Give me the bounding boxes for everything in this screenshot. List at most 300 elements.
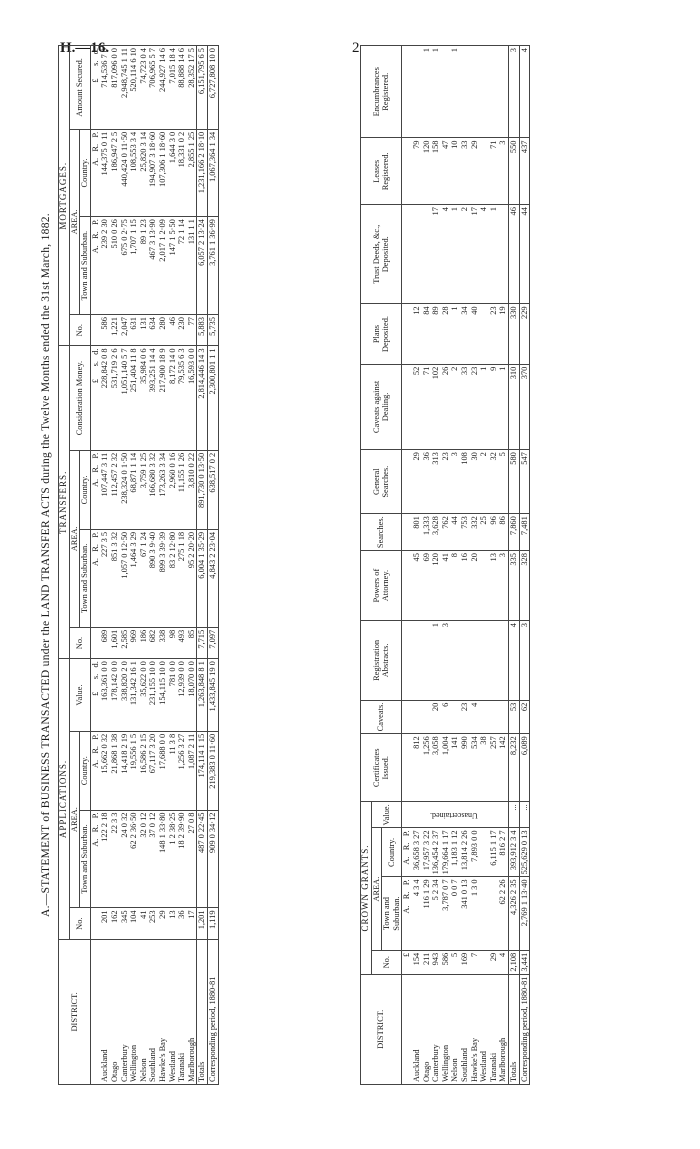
crown-total-cell: ... — [508, 802, 519, 828]
cell-mo-no: 46 — [168, 315, 178, 346]
crown-table-row — [441, 46, 451, 1085]
unascertained-text: Unascertained. — [429, 810, 478, 820]
crown-area-header: AREA. — [371, 828, 382, 950]
cell-tr-town: 227 3 5 — [100, 529, 110, 627]
crown-cell-caveats — [479, 700, 489, 734]
crown-table-row — [431, 46, 441, 1085]
crown-cell-cav-dealing: 26 — [441, 364, 451, 449]
crown-cell-reg-abs — [470, 621, 480, 701]
cell-app-value: 231,155 10 0 — [148, 659, 158, 732]
crown-cell-reg-abs — [412, 621, 422, 701]
crown-cell-no: 169 — [460, 950, 470, 974]
crown-cell-country — [479, 828, 489, 877]
crown-total-cell: 2,108 — [508, 950, 519, 974]
table-row — [158, 46, 168, 1085]
crown-corresponding-label: Corresponding period, 1880-81 — [519, 974, 530, 1084]
crown-cell-plans: 40 — [470, 304, 480, 364]
cell-mo-amount: 28,352 17 5 — [187, 46, 197, 130]
encumbrances-header: Encumbrances Registered. — [361, 46, 402, 139]
cell-mo-no: 77 — [187, 315, 197, 346]
crown-cell-no: 4 — [498, 950, 508, 974]
cell-tr-money: 228,842 0 8 — [100, 346, 110, 450]
crown-cell-reg-abs — [498, 621, 508, 701]
crown-cell-encumbrances — [470, 46, 480, 139]
crown-cell-country: 17,957 3 22 — [422, 828, 432, 877]
crown-cell-town: 0 0 7 — [450, 877, 460, 950]
cell-tr-country: 11,155 1 26 — [177, 450, 187, 529]
cell-mo-country: 108,553 3 4 — [129, 129, 139, 216]
cell-tr-town: 1,057 0 12·50 — [120, 529, 130, 627]
crown-corresponding-cell: 44 — [519, 205, 530, 304]
mo-area-header: AREA. — [69, 129, 80, 314]
table-row — [110, 46, 120, 1085]
cell-tr-country: 173,263 3 34 — [158, 450, 168, 529]
cell-app-value: 338,820 2 0 — [120, 659, 130, 732]
crown-corresponding-cell: 62 — [519, 700, 530, 734]
district-name: Auckland — [100, 939, 110, 1084]
crown-unit-empty — [402, 138, 412, 205]
crown-corresponding-cell: ... — [519, 802, 530, 828]
crown-district-header: DISTRICT. — [361, 974, 402, 1084]
crown-cell-encumbrances — [441, 46, 451, 139]
cell-app-no: 13 — [168, 908, 178, 939]
cell-tr-country: 107,447 3 11 — [100, 450, 110, 529]
crown-cell-leases: 158 — [431, 138, 441, 205]
crown-total-cell: 310 — [508, 364, 519, 449]
crown-table-row — [498, 46, 508, 1085]
cell-mo-no: 280 — [158, 315, 168, 346]
crown-unit-empty — [402, 450, 412, 514]
crown-corresponding-cell: 3 — [519, 621, 530, 701]
crown-cell-cav-dealing: 33 — [460, 364, 470, 449]
crown-cell-caveats: 6 — [441, 700, 451, 734]
cell-app-value: 18,070 0 0 — [187, 659, 197, 732]
units-row — [90, 46, 100, 1085]
cell-mo-town: 239 2 30 — [100, 217, 110, 315]
corresponding-cell: 1,433,845 19 0 — [207, 659, 218, 732]
cell-tr-no: 85 — [187, 627, 197, 658]
crown-cell-trust — [498, 205, 508, 304]
crown-cell-reg-abs — [422, 621, 432, 701]
corresponding-cell: 219,383 0 11·60 — [207, 731, 218, 810]
district-name: Hawke's Bay — [158, 939, 168, 1084]
crown-cell-no: 29 — [489, 950, 499, 974]
cell-tr-town: 95 2 20·20 — [187, 529, 197, 627]
crown-cell-leases: 3 — [498, 138, 508, 205]
cell-app-country: 1,087 2 11 — [187, 731, 197, 810]
crown-cell-cav-dealing: 9 — [489, 364, 499, 449]
crown-cell-certs: 3,058 — [431, 734, 441, 802]
crown-cell-powers: 8 — [450, 551, 460, 621]
crown-cell-caveats — [422, 700, 432, 734]
reg-abs-header: Registration Abstracts. — [361, 621, 402, 701]
crown-unit-empty — [402, 514, 412, 551]
crown-cell-leases: 10 — [450, 138, 460, 205]
crown-cell-reg-abs — [450, 621, 460, 701]
crown-cell-town: 4 3 4 — [412, 877, 422, 950]
cell-tr-money: 251,404 11 8 — [129, 346, 139, 450]
crown-cell-country: 7,893 0 0 — [470, 828, 480, 877]
cell-mo-town: 89 1 23 — [139, 217, 149, 315]
app-value-header: Value. — [69, 659, 90, 732]
crown-cell-caveats: 23 — [460, 700, 470, 734]
table-row — [177, 46, 187, 1085]
crown-cell-powers: 69 — [422, 551, 432, 621]
cell-mo-town: 1,707 1 15 — [129, 217, 139, 315]
crown-cell-certs: 142 — [498, 734, 508, 802]
crown-cell-encumbrances — [489, 46, 499, 139]
crown-cell-certs: 990 — [460, 734, 470, 802]
cell-app-value: 781 0 0 — [168, 659, 178, 732]
crown-cell-plans: 34 — [460, 304, 470, 364]
total-cell: 6,151,795 6 5 — [197, 46, 208, 130]
crown-district-name: Otago — [422, 974, 432, 1084]
crown-cell-searches: 762 — [441, 514, 451, 551]
total-cell: 1,201 — [197, 908, 208, 939]
crown-total-cell: 580 — [508, 450, 519, 514]
crown-cell-country: 6,115 1 17 — [489, 828, 499, 877]
cell-app-no: 253 — [148, 908, 158, 939]
crown-table-row — [422, 46, 432, 1085]
cell-mo-amount: 714,536 7 0 — [100, 46, 110, 130]
crown-cell-country: 136,454 2 37 — [431, 828, 441, 877]
cell-mo-country: 107,306 1 18·60 — [158, 129, 168, 216]
crown-cell-leases: 47 — [441, 138, 451, 205]
crown-cell-town: 3,787 0 7 — [441, 877, 451, 950]
crown-cell-leases: 120 — [422, 138, 432, 205]
crown-cell-reg-abs — [479, 621, 489, 701]
cell-tr-money: 531,719 2 6 — [110, 346, 120, 450]
cell-mo-country: 18,331 0 2 — [177, 129, 187, 216]
mo-country-header: Country. — [80, 129, 91, 216]
cell-mo-town: 675 0 2·75 — [120, 217, 130, 315]
crown-cell-certs: 534 — [470, 734, 480, 802]
crown-total-cell: 550 — [508, 138, 519, 205]
crown-cell-encumbrances — [479, 46, 489, 139]
cell-app-value: 35,622 0 0 — [139, 659, 149, 732]
crown-cell-searches: 44 — [450, 514, 460, 551]
crown-table-row — [470, 46, 480, 1085]
table-row — [139, 46, 149, 1085]
app-no-header: No. — [69, 908, 90, 939]
mo-town-header: Town and Suburban. — [80, 217, 91, 315]
certs-header: Certificates Issued. — [361, 734, 402, 802]
crown-total-cell: 46 — [508, 205, 519, 304]
crown-cell-gen-searches: 23 — [441, 450, 451, 514]
crown-cell-cav-dealing: 71 — [422, 364, 432, 449]
cell-app-no: 345 — [120, 908, 130, 939]
cell-tr-country: 3,810 0 22 — [187, 450, 197, 529]
cell-mo-town: 72 1 14 — [177, 217, 187, 315]
unit-cell: A. R. P. — [90, 450, 100, 529]
crown-cell-trust: 1 — [450, 205, 460, 304]
cell-app-town: 22 3 3 — [110, 810, 120, 908]
unit-cell: £ s. d. — [90, 346, 100, 450]
crown-cell-cav-dealing: 1 — [498, 364, 508, 449]
mo-no-header: No. — [69, 315, 90, 346]
crown-cell-reg-abs — [460, 621, 470, 701]
district-name: Marlborough — [187, 939, 197, 1084]
crown-cell-plans: 84 — [422, 304, 432, 364]
cell-mo-country: 144,375 0 11 — [100, 129, 110, 216]
crown-cell-town: 116 1 29 — [422, 877, 432, 950]
cell-tr-town: 890 3 9·40 — [148, 529, 158, 627]
cell-mo-no: 1,221 — [110, 315, 120, 346]
crown-table-row — [450, 46, 460, 1085]
crown-corresponding-cell: 525,629 0 13 — [519, 828, 530, 877]
crown-cell-plans: 1 — [450, 304, 460, 364]
crown-cell-plans: 12 — [412, 304, 422, 364]
crown-corresponding-cell: 547 — [519, 450, 530, 514]
tr-area-header: AREA. — [69, 450, 80, 627]
crown-district-name: Marlborough — [498, 974, 508, 1084]
crown-cell-gen-searches: 29 — [412, 450, 422, 514]
trust-header: Trust Deeds, &c., Deposited. — [361, 205, 402, 304]
page-ref: H.—16. — [60, 40, 110, 56]
cell-mo-country: 2,855 1 25 — [187, 129, 197, 216]
crown-corresponding-cell: 6,089 — [519, 734, 530, 802]
cell-app-town: 18 2 39·90 — [177, 810, 187, 908]
crown-cell-trust: 1 — [489, 205, 499, 304]
crown-cell-leases: 71 — [489, 138, 499, 205]
transfers-header: TRANSFERS. — [59, 346, 70, 659]
rotated-statement — [40, 45, 670, 1085]
cell-mo-amount: 88,888 14 6 — [177, 46, 187, 130]
crown-cell-trust — [422, 205, 432, 304]
crown-cell-plans: 28 — [441, 304, 451, 364]
crown-total-cell: 8,232 — [508, 734, 519, 802]
crown-cell-cav-dealing: 23 — [470, 364, 480, 449]
total-cell: 6,004 1 35·29 — [197, 529, 208, 627]
crown-cell-country: 36,658 3 27 — [412, 828, 422, 877]
crown-cell-plans — [479, 304, 489, 364]
crown-grants-header: CROWN GRANTS. — [361, 802, 372, 974]
crown-cell-certs: 257 — [489, 734, 499, 802]
unit-cell: A. R. P. — [90, 731, 100, 810]
crown-district-name: Auckland — [412, 974, 422, 1084]
crown-cell-no: 5 — [450, 950, 460, 974]
crown-corresponding-cell: 370 — [519, 364, 530, 449]
table-row — [129, 46, 139, 1085]
crown-country-header: Country. — [382, 828, 402, 877]
crown-cell-caveats — [498, 700, 508, 734]
cell-mo-amount: 74,723 0 4 — [139, 46, 149, 130]
crown-total-cell: 330 — [508, 304, 519, 364]
crown-cell-caveats: 20 — [431, 700, 441, 734]
crown-cell-encumbrances — [498, 46, 508, 139]
district-name: Canterbury — [120, 939, 130, 1084]
crown-district-name: Southland — [460, 974, 470, 1084]
crown-cell-leases: 29 — [470, 138, 480, 205]
crown-cell-plans: 19 — [498, 304, 508, 364]
unit-cell: A. R. P. — [90, 129, 100, 216]
crown-corresponding-row — [519, 46, 530, 1085]
cell-app-town: 32 0 12 — [139, 810, 149, 908]
cell-tr-money: 217,900 18 9 — [158, 346, 168, 450]
unit-cell: A. R. P. — [90, 217, 100, 315]
district-header: DISTRICT. — [59, 939, 91, 1084]
crown-cell-encumbrances: 1 — [422, 46, 432, 139]
crown-cell-powers: 16 — [460, 551, 470, 621]
crown-cell-no — [479, 950, 489, 974]
crown-cell-gen-searches: 2 — [479, 450, 489, 514]
cell-app-town: 27 0 8 — [187, 810, 197, 908]
cell-mo-country: 194,907 3 18·60 — [148, 129, 158, 216]
crown-cell-town — [489, 877, 499, 950]
cell-app-no: 41 — [139, 908, 149, 939]
cell-app-country: 14,418 2 19 — [120, 731, 130, 810]
district-name: Southland — [148, 939, 158, 1084]
crown-total-cell: 393,912 3 4 — [508, 828, 519, 877]
crown-cell-certs: 1,256 — [422, 734, 432, 802]
crown-corresponding-cell: 229 — [519, 304, 530, 364]
crown-cell-powers — [479, 551, 489, 621]
crown-cell-leases — [479, 138, 489, 205]
crown-cell-gen-searches: 3 — [450, 450, 460, 514]
cell-mo-no: 2,047 — [120, 315, 130, 346]
crown-cell-gen-searches: 5 — [498, 450, 508, 514]
cell-mo-amount: 7,015 18 4 — [168, 46, 178, 130]
crown-table-row — [489, 46, 499, 1085]
cell-tr-country: 2,960 0 16 — [168, 450, 178, 529]
crown-cell-plans: 23 — [489, 304, 499, 364]
crown-cell-trust — [412, 205, 422, 304]
crown-cell-gen-searches: 32 — [489, 450, 499, 514]
crown-cell-cav-dealing: 1 — [479, 364, 489, 449]
crown-cell-cav-dealing: 52 — [412, 364, 422, 449]
crown-cell-searches: 86 — [498, 514, 508, 551]
unascertained-cell — [402, 802, 509, 828]
crown-cell-country: 13,814 2 26 — [460, 828, 470, 877]
crown-cell-town: 62 2 26 — [498, 877, 508, 950]
crown-units-district — [402, 974, 412, 1084]
cell-app-town: 62 2 36·50 — [129, 810, 139, 908]
cell-tr-money: 16,593 0 0 — [187, 346, 197, 450]
unit-cell: £ s. d. — [90, 659, 100, 732]
corresponding-cell: 909 0 34·12 — [207, 810, 218, 908]
total-cell: 2,814,446 14 3 — [197, 346, 208, 450]
cell-app-country: 1,256 3 27 — [177, 731, 187, 810]
cell-app-town: 37 0 12 — [148, 810, 158, 908]
cell-app-country: 16,586 2 15 — [139, 731, 149, 810]
crown-district-name: Taranaki — [489, 974, 499, 1084]
leases-header: Leases Registered. — [361, 138, 402, 205]
cell-mo-town: 467 3 13·90 — [148, 217, 158, 315]
cell-mo-amount: 2,948,745 1 11 — [120, 46, 130, 130]
crown-district-name: Canterbury — [431, 974, 441, 1084]
district-name: Taranaki — [177, 939, 187, 1084]
cell-mo-amount: 520,114 6 10 — [129, 46, 139, 130]
crown-unit-town: A. R. P. — [402, 877, 412, 950]
gen-searches-header: General Searches. — [361, 450, 402, 514]
cell-mo-no: 230 — [177, 315, 187, 346]
total-cell: 5,883 — [197, 315, 208, 346]
crown-total-cell: 4,326 2 35 — [508, 877, 519, 950]
crown-cell-certs: 38 — [479, 734, 489, 802]
district-name: Nelson — [139, 939, 149, 1084]
corresponding-cell: 1,067,364 1 34 — [207, 129, 218, 216]
cell-app-value: 178,142 0 0 — [110, 659, 120, 732]
crown-cell-trust: 2 — [460, 205, 470, 304]
table-row — [100, 46, 110, 1085]
crown-cell-town: 1 3 0 — [470, 877, 480, 950]
crown-cell-powers: 13 — [489, 551, 499, 621]
crown-cell-searches: 25 — [479, 514, 489, 551]
crown-cell-caveats — [412, 700, 422, 734]
crown-cell-cav-dealing: 102 — [431, 364, 441, 449]
crown-district-name: Nelson — [450, 974, 460, 1084]
crown-cell-encumbrances — [460, 46, 470, 139]
cell-app-country: 17,688 0 0 — [158, 731, 168, 810]
crown-total-cell: 3 — [508, 46, 519, 139]
corresponding-cell: 7,097 — [207, 627, 218, 658]
crown-cell-encumbrances: 1 — [431, 46, 441, 139]
crown-table-row — [479, 46, 489, 1085]
crown-cell-country: 816 2 7 — [498, 828, 508, 877]
crown-cell-leases: 79 — [412, 138, 422, 205]
cell-tr-no: 493 — [177, 627, 187, 658]
crown-cell-powers: 3 — [498, 551, 508, 621]
cell-app-no: 162 — [110, 908, 120, 939]
crown-cell-trust: 4 — [441, 205, 451, 304]
crown-value-header: Value. — [371, 802, 402, 828]
total-cell: 174,114 1 15 — [197, 731, 208, 810]
table-row — [168, 46, 178, 1085]
mo-amount-header: Amount Secured. — [69, 46, 90, 130]
crown-corresponding-cell: 7,481 — [519, 514, 530, 551]
tr-country-header: Country. — [80, 450, 91, 529]
unit-cell: £ s. d. — [90, 46, 100, 130]
page-number: 2 — [352, 40, 360, 56]
app-town-header: Town and Suburban. — [80, 810, 91, 908]
cell-app-value: 154,115 10 0 — [158, 659, 168, 732]
cell-app-no: 36 — [177, 908, 187, 939]
cell-mo-no: 631 — [129, 315, 139, 346]
crown-cell-cav-dealing: 2 — [450, 364, 460, 449]
cell-tr-country: 112,457 2 32 — [110, 450, 120, 529]
cell-tr-no: 969 — [129, 627, 139, 658]
corresponding-cell: 3,761 1 36·99 — [207, 217, 218, 315]
cell-tr-country: 238,324 0 1·50 — [120, 450, 130, 529]
cell-app-no: 29 — [158, 908, 168, 939]
crown-total-cell: 7,860 — [508, 514, 519, 551]
cell-app-country: 15,662 0 32 — [100, 731, 110, 810]
crown-unit-empty — [402, 46, 412, 139]
cell-mo-amount: 244,927 14 6 — [158, 46, 168, 130]
cell-mo-amount: 706,965 5 7 — [148, 46, 158, 130]
total-cell: 891,730 0 13·50 — [197, 450, 208, 529]
crown-cell-searches: 1,333 — [422, 514, 432, 551]
cell-mo-country: 25,820 3 14 — [139, 129, 149, 216]
cell-app-no: 104 — [129, 908, 139, 939]
cell-app-town: 1 2 38·25 — [168, 810, 178, 908]
crown-cell-gen-searches: 108 — [460, 450, 470, 514]
cell-tr-no: 1,601 — [110, 627, 120, 658]
cell-mo-town: 510 0 26 — [110, 217, 120, 315]
unit-cell — [90, 908, 100, 939]
crown-cell-powers: 120 — [431, 551, 441, 621]
tr-no-header: No. — [69, 627, 90, 658]
totals-label: Totals — [197, 939, 208, 1084]
crown-cell-reg-abs: 1 — [431, 621, 441, 701]
crown-cell-plans: 89 — [431, 304, 441, 364]
crown-cell-encumbrances: 1 — [450, 46, 460, 139]
crown-unit-empty — [402, 304, 412, 364]
cell-tr-town: 83 2 12·80 — [168, 529, 178, 627]
tr-town-header: Town and Suburban. — [80, 529, 91, 627]
corresponding-row — [207, 46, 218, 1085]
crown-cell-trust: 17 — [431, 205, 441, 304]
